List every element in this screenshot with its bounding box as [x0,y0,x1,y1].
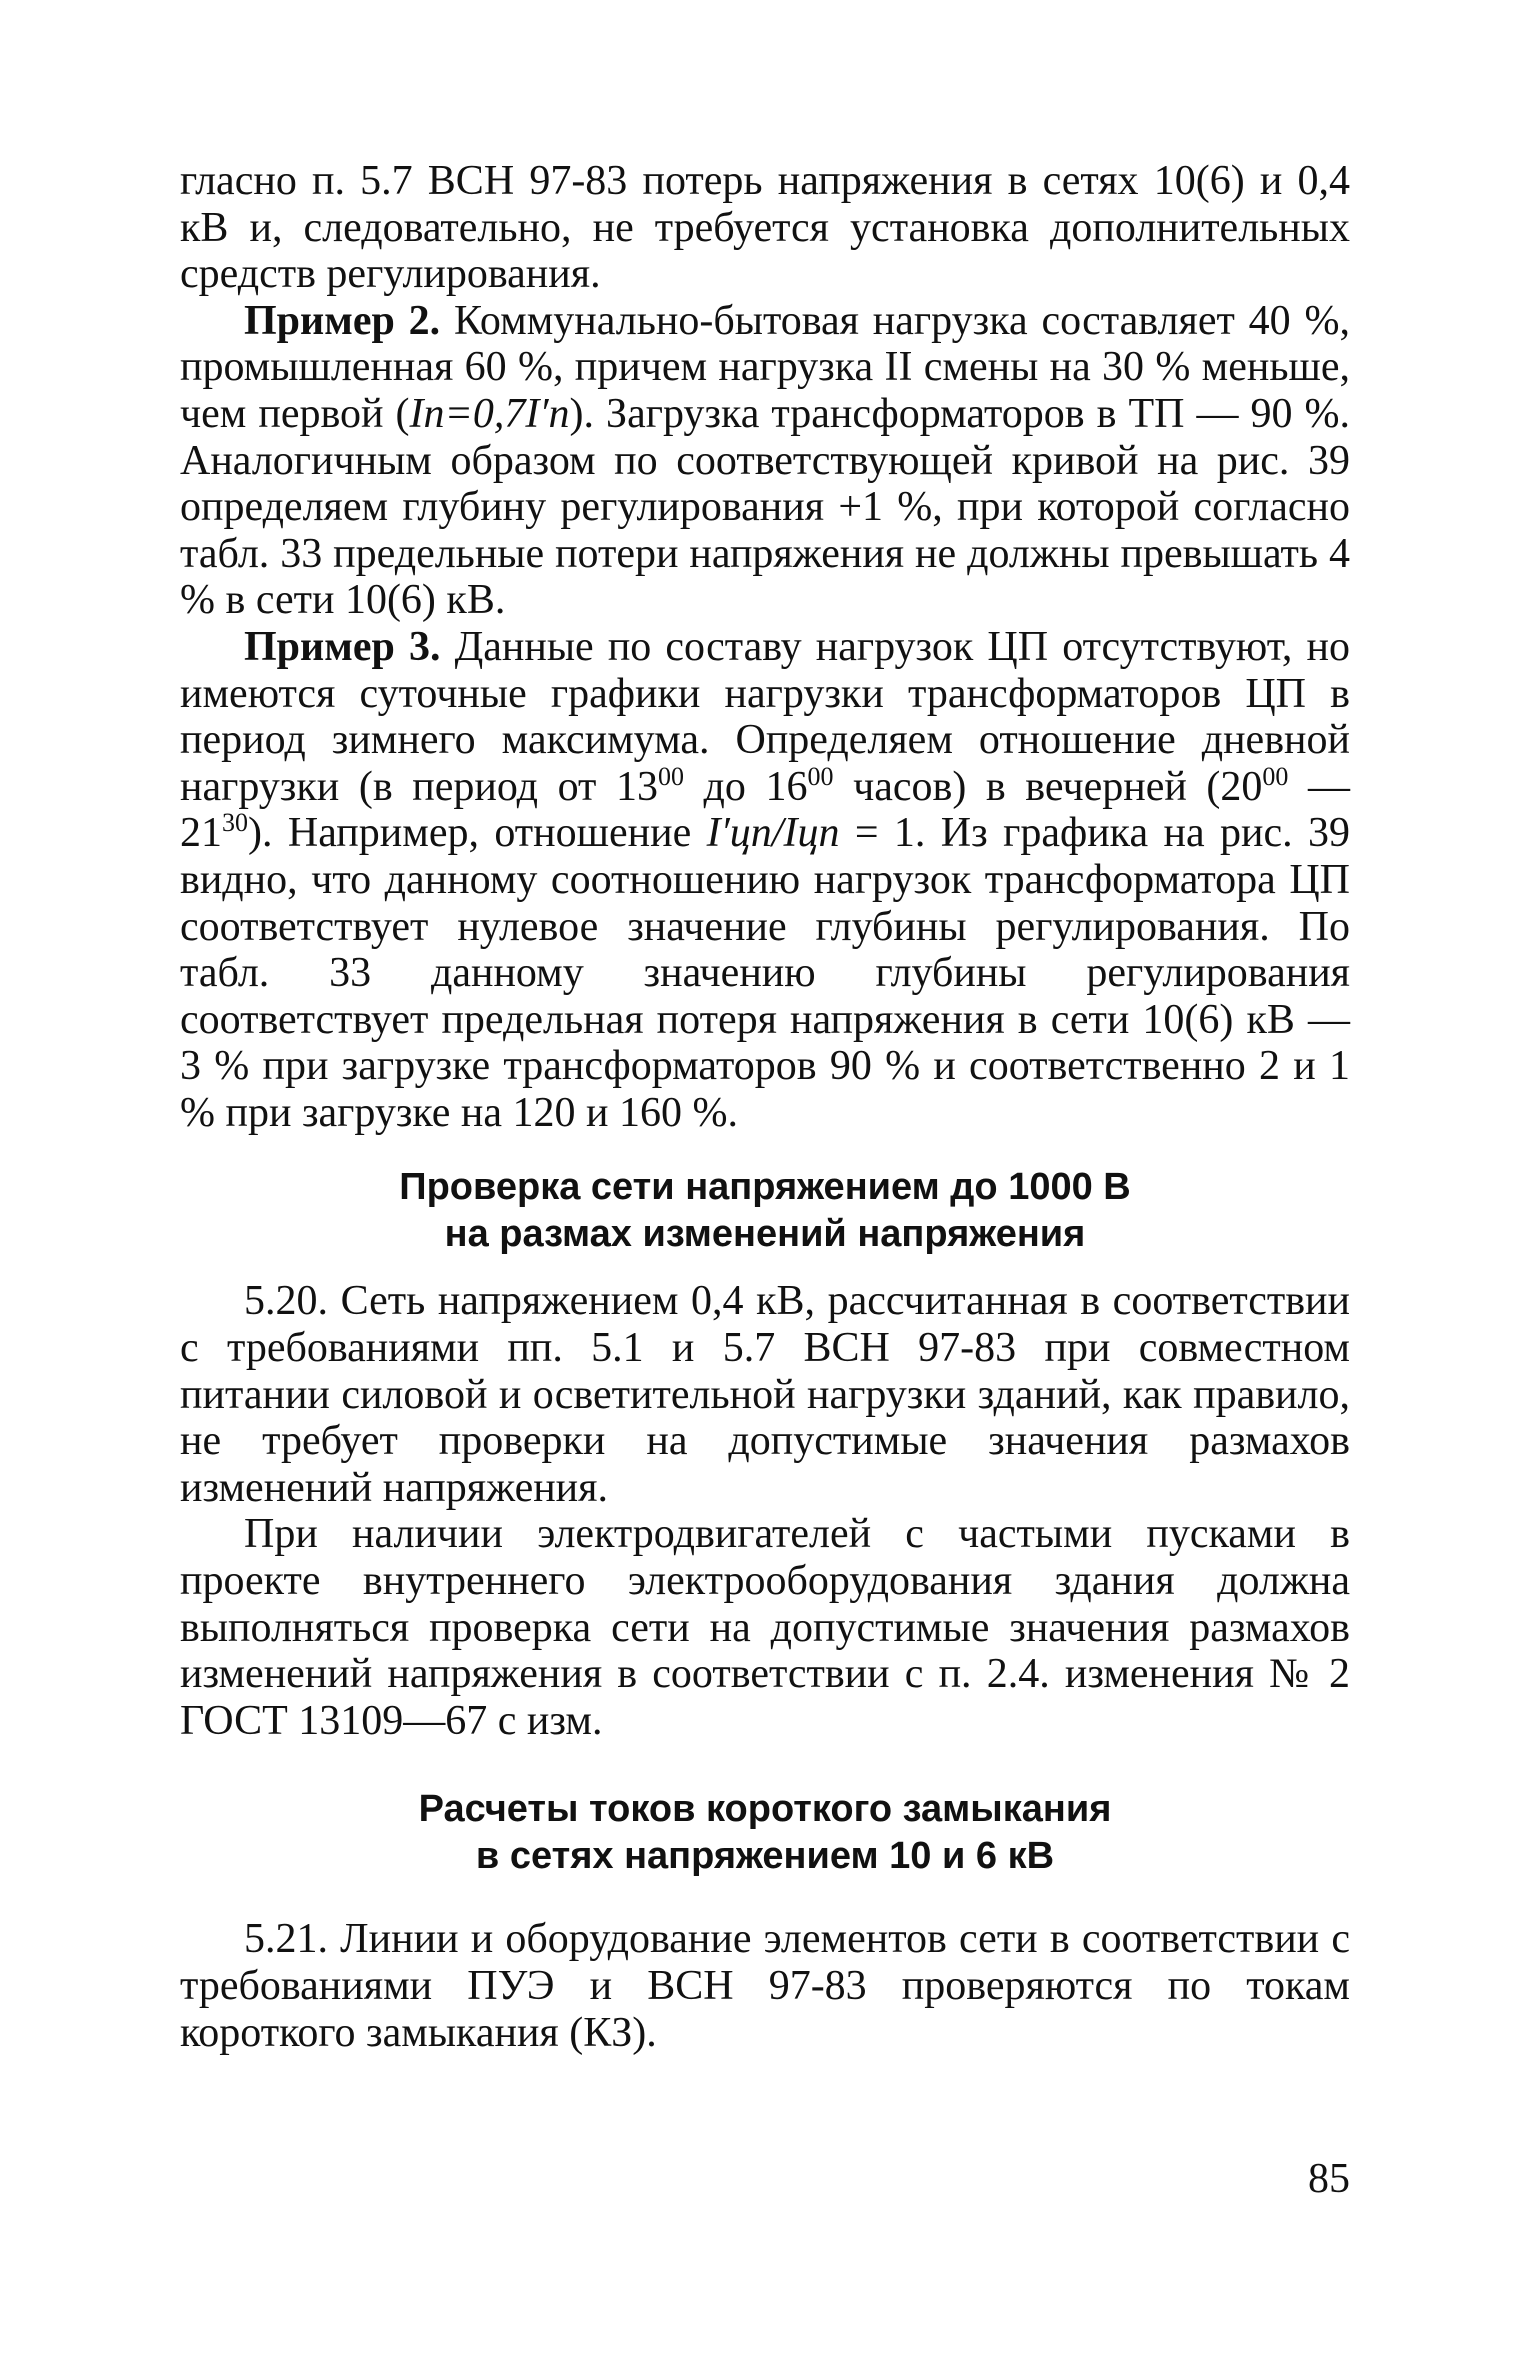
paragraph-5-20-number: 5.20. [244,1278,328,1325]
time-21: 21 [180,810,222,857]
example-3-text-3: ). Например, отношение [248,810,707,857]
paragraph-5-20 [180,1278,1350,1511]
page-number: 85 [1308,2156,1350,2202]
time-13: 13 [615,763,658,810]
example-2-text: Коммунально-бытовая нагрузка составляет 40 %, промышленная 60 %, причем нагрузка II смены на 30 % меньше, чем первой ( [180,297,1350,437]
ratio-formula: I′цп/Iцп [706,810,840,857]
spacer [180,1880,1350,1916]
spacer [180,1744,1350,1786]
paragraph-motors: При наличии электродвигателей с частыми пусками в проекте внутреннего электрооборудования здания должна выполняться проверка сети на допустимые значения размахов изменений напряжения в соответствии с п. 2.4. изменения № 2 ГОСТ 13109—67 с изм. [180,1511,1350,1744]
heading-2-line-2: в сетях напряжением 10 и 6 кВ [475,1835,1055,1878]
time-16-minutes: 00 [807,761,834,791]
paragraph-5-20-text: Сеть напряжением 0,4 кВ, рассчитанная в соответствии с требованиями пп. 5.1 и 5.7 ВСН 97-83 при совместном питании силовой и осветительной нагрузки зданий, как правило, не требует проверки на допустимые значения размахов изменений напряжения. [180,1278,1350,1511]
time-20: 20 [1220,763,1263,810]
example-2-formula: Iп=0,7I′п [409,390,570,437]
paragraph-5-21-text: Линии и оборудование элементов сети в соответствии с требованиями ПУЭ и ВСН 97-83 проверяются по токам короткого замыкания (КЗ). [180,1916,1350,2056]
example-3-text-4: = 1. Из графика на рис. 39 видно, что данному соотношению нагрузок трансформатора ЦП соответствует нулевое значение глубины регулирования. По табл. 33 данному значению глубины регулирования соответствует предельная потеря напряжения в сети 10(6) кВ — 3 % при загрузке трансформаторов 90 % и соответственно 2 и 1 % при загрузке на 120 и 160 %. [180,810,1350,1136]
example-2-text-continued: ). Загрузка трансформаторов в ТП — 90 %. Аналогичным образом по соответствующей кривой на рис. 39 определяем глубину регулирования +1 %, при которой согласно табл. 33 предельные потери напряжения не должны превышать 4 % в сети 10(6) кВ. [180,390,1351,624]
heading-2-line-1: Расчеты токов короткого замыкания [418,1788,1112,1831]
paragraph-example-3 [180,624,1350,1137]
example-3-text-2: часов) в вечерней ( [833,763,1221,810]
paragraph-continuation: гласно п. 5.7 ВСН 97-83 потерь напряжения в сетях 10(6) и 0,4 кВ и, следовательно, не требуется установка дополнительных средств регулирования. [180,158,1350,298]
heading-1-line-2: на размах изменений напряжения [444,1213,1086,1256]
heading-1-line-1: Проверка сети напряжением до 1000 В [399,1166,1131,1209]
paragraph-5-21 [180,1916,1350,2056]
time-to: до [683,763,766,810]
section-heading-short-circuit [180,1786,1350,1880]
time-dash: — [1288,763,1350,810]
section-heading-voltage-check [180,1164,1350,1258]
document-page [180,158,1350,2056]
time-20-minutes: 00 [1262,761,1289,791]
time-13-minutes: 00 [657,761,684,791]
time-16: 16 [765,763,808,810]
example-3-label: Пример 3. [244,623,441,670]
time-21-minutes: 30 [222,808,248,838]
paragraph-5-21-number: 5.21. [244,1916,328,1963]
spacer [180,1258,1350,1278]
example-2-label: Пример 2. [244,297,441,344]
paragraph-example-2 [180,298,1350,624]
spacer [180,1136,1350,1164]
example-3-text: Данные по составу нагрузок ЦП отсутствуют, но имеются суточные графики нагрузки трансформаторов ЦП в период зимнего максимума. Определяем отношение дневной нагрузки (в период от [180,623,1350,810]
